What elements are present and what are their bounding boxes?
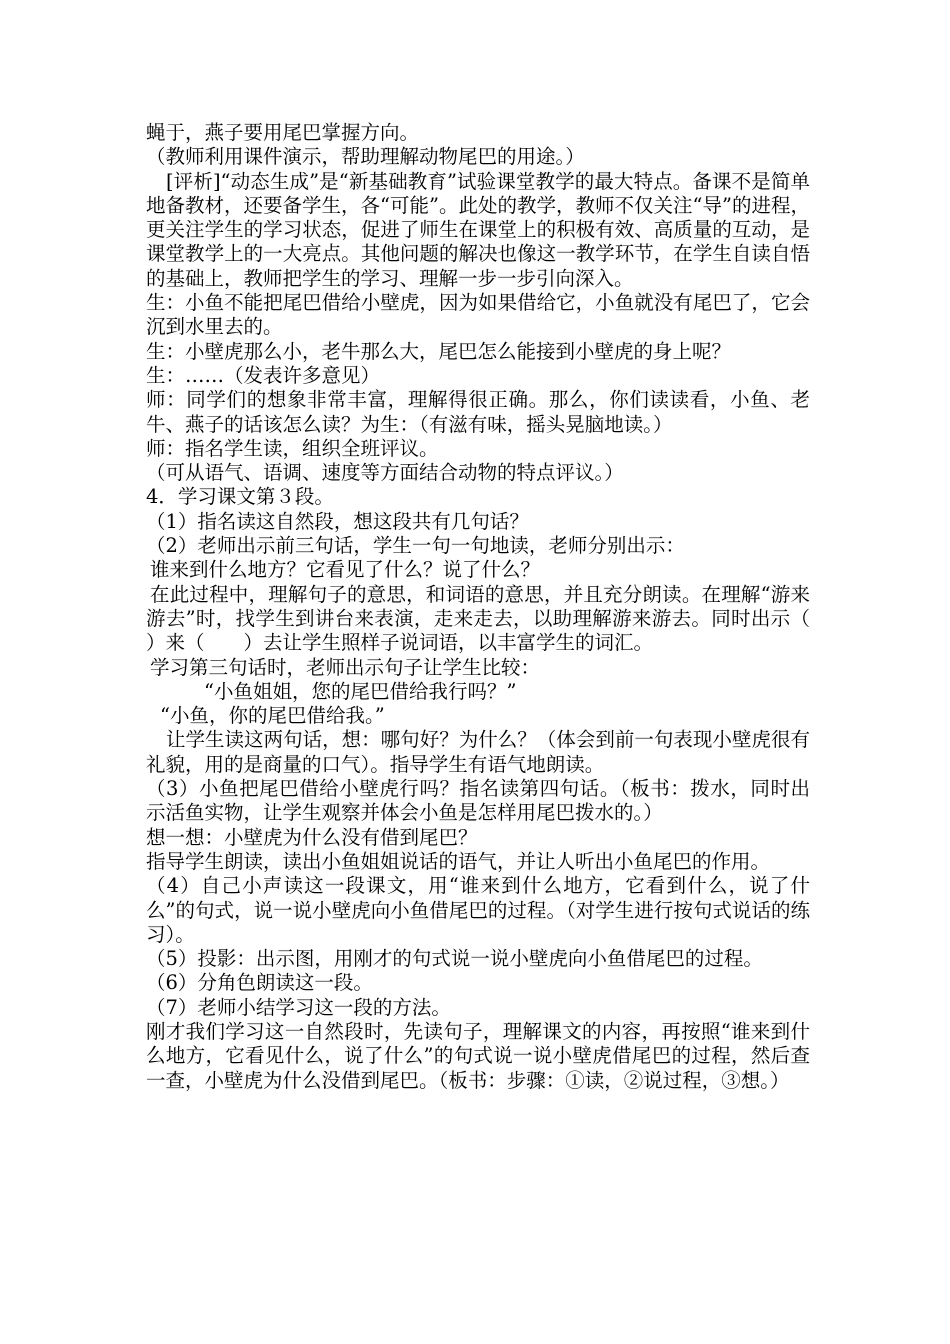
paragraph: 蝇于，燕子要用尾巴掌握方向。 xyxy=(146,121,420,144)
paragraph: 在此过程中，理解句子的意思，和词语的意思，并且充分朗读。在理解“游来游去”时，找学生到讲台来表演，走来走去，以助理解游来游去。同时出示（ ）来（ ）去让学生照样子说词语，以丰富学生的词汇。 xyxy=(146,582,850,655)
paragraph: （4）自己小声读这一段课文，用“谁来到什么地方，它看到什么，说了什么”的句式，说一说小壁虎向小鱼借尾巴的过程。（对学生进行按句式说话的练习）。 xyxy=(146,874,810,946)
quote-paragraph: “小鱼姐姐，您的尾巴借给我行吗？” xyxy=(204,679,517,703)
section-heading: 4．学习课文第３段。 xyxy=(146,485,334,509)
paragraph: 生：……（发表许多意见） xyxy=(146,363,381,387)
quote-paragraph: “小鱼，你的尾巴借给我。” xyxy=(160,704,385,728)
paragraph: 想一想：小壁虎为什么没有借到尾巴？ xyxy=(146,825,478,849)
paragraph: 谁来到什么地方？它看见了什么？说了什么？ xyxy=(150,558,541,582)
paragraph: 生：小壁虎那么小，老牛那么大，尾巴怎么能接到小壁虎的身上呢？ xyxy=(146,339,732,363)
paragraph: 刚才我们学习这一自然段时，先读句子，理解课文的内容，再按照“谁来到什么地方，它看见什么，说了什么”的句式说一说小壁虎借尾巴的过程，然后查一查，小壁虎为什么没借到尾巴。（板书：步骤：①读，②说过程，③想。） xyxy=(146,1019,810,1092)
paragraph: 师：同学们的想象非常丰富，理解得很正确。那么，你们读读看，小鱼、老牛、燕子的话该怎么读？为生：（有滋有味，摇头晃脑地读。） xyxy=(146,388,810,436)
paragraph: 让学生读这两句话，想：哪句好？为什么？（体会到前一句表现小壁虎很有礼貌，用的是商量的口气）。指导学生有语气地朗读。 xyxy=(146,728,810,776)
paragraph: （6）分角色朗读这一段。 xyxy=(146,971,373,995)
commentary-paragraph: [评析]“动态生成”是“新基础教育”试验课堂教学的最大特点。备课不是简单地备教材，还要备学生，各“可能”。此处的教学，教师不仅关注“导”的进程，更关注学生的学习状态，促进了师生在课堂上的积极有效、高质量的互动，是课堂教学上的一大亮点。其他问题的解决也像这一教学环节，在学生自读自悟的基础上，教师把学生的学习、理解一步一步引向深入。 xyxy=(146,169,810,290)
paragraph: 师：指名学生读，组织全班评议。 xyxy=(146,436,439,460)
document-body xyxy=(146,121,850,1093)
paragraph: 学习第三句话时，老师出示句子让学生比较： xyxy=(150,655,541,679)
paragraph: （1）指名读这自然段，想这段共有几句话？ xyxy=(146,509,529,533)
paragraph: （3）小鱼把尾巴借给小壁虎行吗？指名读第四句话。（板书：拨水，同时出示活鱼实物，让学生观察并体会小鱼是怎样用尾巴拨水的。） xyxy=(146,777,810,825)
paragraph: （5）投影：出示图，用刚才的句式说一说小壁虎向小鱼借尾巴的过程。 xyxy=(146,947,763,971)
paragraph: （2）老师出示前三句话，学生一句一句地读，老师分别出示： xyxy=(146,534,685,558)
paragraph: 生：小鱼不能把尾巴借给小壁虎，因为如果借给它，小鱼就没有尾巴了，它会沉到水里去的。 xyxy=(146,291,810,339)
paragraph: （教师利用课件演示，帮助理解动物尾巴的用途。） xyxy=(146,145,585,169)
paragraph: 指导学生朗读，读出小鱼姐姐说话的语气，并让人听出小鱼尾巴的作用。 xyxy=(146,849,771,873)
paragraph: （可从语气、语调、速度等方面结合动物的特点评议。） xyxy=(146,461,624,485)
paragraph: （7）老师小结学习这一段的方法。 xyxy=(146,995,451,1019)
